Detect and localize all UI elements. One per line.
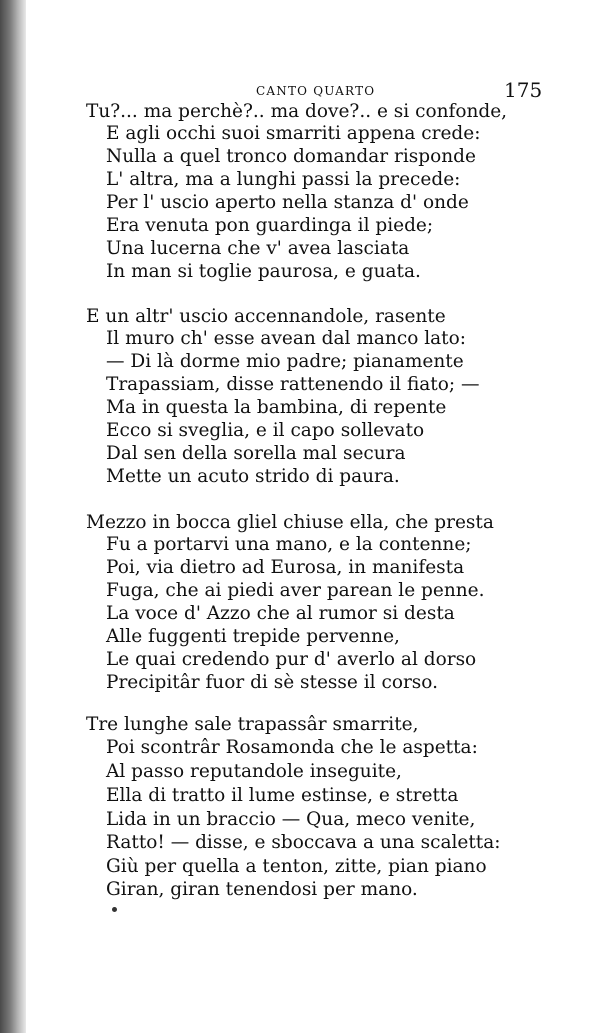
verse-line: Trapassiam, disse rattenendo il fiato; — xyxy=(106,374,480,395)
verse-line: Il muro ch' esse avean dal manco lato: xyxy=(106,328,466,349)
verse-line: Era venuta pon guardinga il piede; xyxy=(106,215,434,236)
verse-line: La voce d' Azzo che al rumor si desta xyxy=(106,603,455,624)
verse-line: Ecco si sveglia, e il capo sollevato xyxy=(106,420,425,441)
running-head: CANTO QUARTO xyxy=(256,84,376,98)
book-page xyxy=(26,0,608,1033)
verse-line: L' altra, ma a lunghi passi la precede: xyxy=(106,169,461,190)
verse-line: Una lucerna che v' avea lasciata xyxy=(106,238,410,259)
verse-line: Giran, giran tenendosi per mano. xyxy=(106,879,418,900)
verse-line: Ma in questa la bambina, di repente xyxy=(106,397,447,418)
verse-line: Ella di tratto il lume estinse, e stretta xyxy=(106,785,459,806)
verse-line: In man si toglie paurosa, e guata. xyxy=(106,261,421,282)
verse-line: Fuga, che ai piedi aver parean le penne. xyxy=(106,580,485,601)
verse-line: Dal sen della sorella mal secura xyxy=(106,443,406,464)
verse-line: Tu?... ma perchè?.. ma dove?.. e si confonde, xyxy=(86,101,508,122)
verse-line: Tre lunghe sale trapassâr smarrite, xyxy=(86,714,419,735)
book-spine-shadow xyxy=(0,0,26,1033)
verse-line: — Di là dorme mio padre; pianamente xyxy=(106,351,464,372)
verse-line: Poi scontrâr Rosamonda che le aspetta: xyxy=(106,737,478,758)
verse-line: Per l' uscio aperto nella stanza d' onde xyxy=(106,192,469,213)
verse-line: Al passo reputandole inseguite, xyxy=(106,761,402,782)
verse-line: E agli occhi suoi smarriti appena crede: xyxy=(106,123,481,144)
verse-line: Mette un acuto strido di paura. xyxy=(106,466,400,487)
verse-line: Giù per quella a tenton, zitte, pian piano xyxy=(106,856,487,877)
ink-speck xyxy=(112,907,117,912)
verse-line: Poi, via dietro ad Eurosa, in manifesta xyxy=(106,557,465,578)
verse-line: Precipitâr fuor di sè stesse il corso. xyxy=(106,672,438,693)
verse-line: Mezzo in bocca gliel chiuse ella, che presta xyxy=(86,512,494,533)
page-number: 175 xyxy=(504,78,543,102)
verse-line: Le quai credendo pur d' averlo al dorso xyxy=(106,649,477,670)
verse-line: Fu a portarvi una mano, e la contenne; xyxy=(106,534,472,555)
verse-line: Nulla a quel tronco domandar risponde xyxy=(106,146,476,167)
verse-line: Ratto! — disse, e sboccava a una scaletta: xyxy=(106,832,501,853)
verse-line: Alle fuggenti trepide pervenne, xyxy=(106,626,400,647)
page-header xyxy=(26,78,608,102)
verse-line: E un altr' uscio accennandole, rasente xyxy=(86,306,446,327)
verse-line: Lida in un braccio — Qua, meco venite, xyxy=(106,809,476,830)
